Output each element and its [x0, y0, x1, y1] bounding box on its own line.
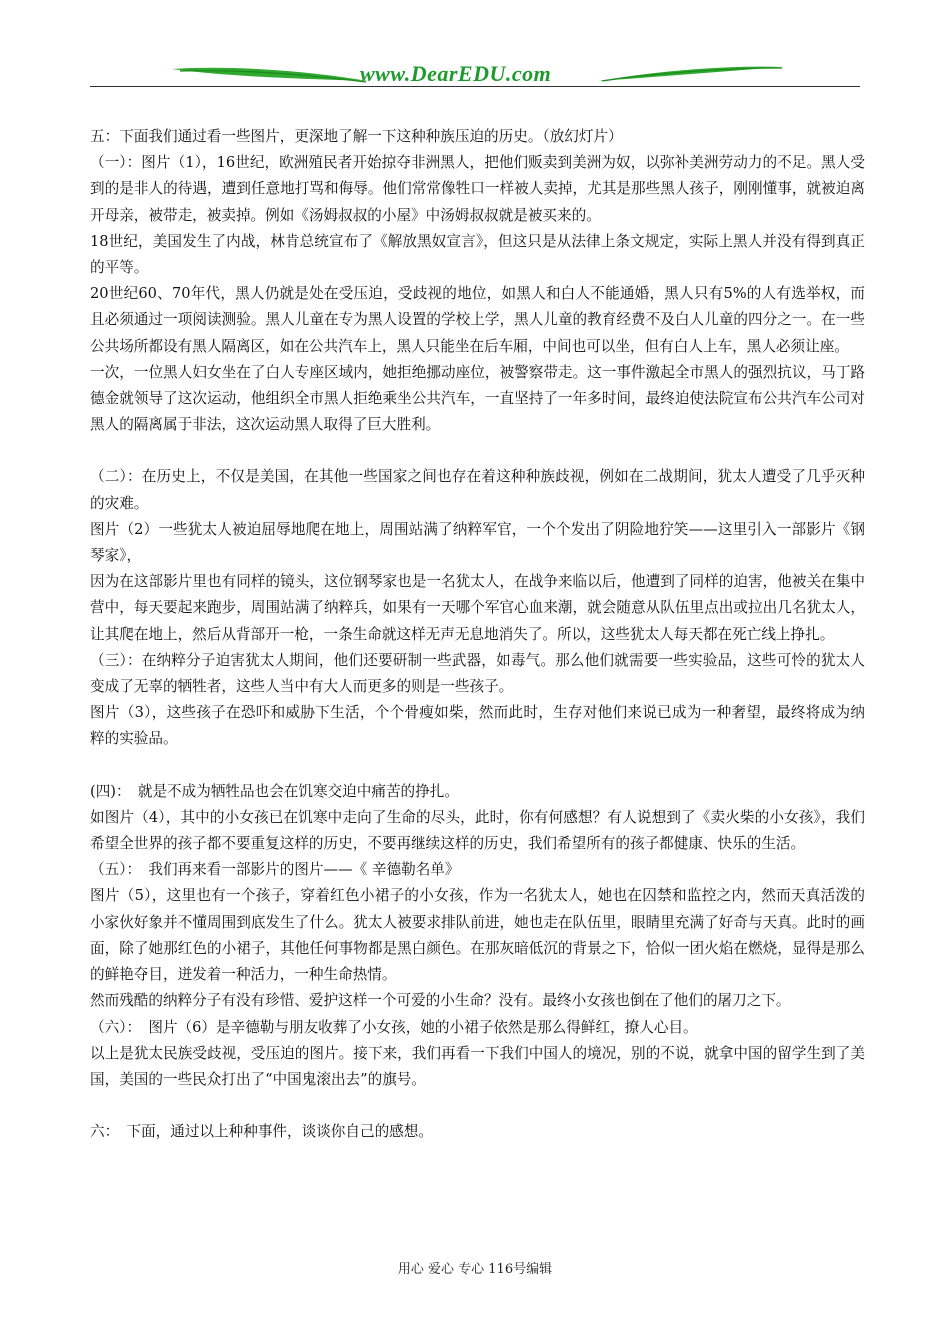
paragraph-5-heading: 五：下面我们通过看一些图片，更深地了解一下这种种族压迫的历史。（放幻灯片） [90, 128, 623, 145]
paragraph-nazi-cruelty: 然而残酷的纳粹分子有没有珍惜、爱护这样一个可爱的小生命？没有。最终小女孩也倒在了他们的屠刀之下。 [90, 992, 791, 1010]
paragraph-chinese-situation: 以上是犹太民族受歧视，受压迫的图片。接下来，我们再看一下我们中国人的境况，别的不说，就拿中国的留学生到了美国，美国的一些民众打出了“中国鬼滚出去”的旗号。 [90, 1044, 865, 1088]
document-body [90, 124, 865, 1145]
page-header [0, 55, 950, 95]
logo-swoosh-left [170, 63, 370, 85]
header-divider [90, 86, 860, 87]
paragraph-spacer [90, 438, 865, 464]
paragraph-picture-5: 图片（5），这里也有一个孩子，穿着红色小裙子的小女孩，作为一名犹太人，她也在囚禁和监控之内，然而天真活泼的小家伙好象并不懂周围到底发生了什么。犹太人被要求排队前进，她也走在队伍里，眼睛里充满了好奇与天真。此时的画面，除了她那红色的小裙子，其他任何事物都是黑白颜色。在那灰暗低沉的背景之下，恰似一团火焰在燃烧，显得是那么的鲜艳夺目，迸发着一种活力，一种生命热情。 [90, 887, 865, 984]
paragraph-spacer [90, 753, 865, 779]
paragraph-6-heading: 六： 下面，通过以上种种事件，谈谈你自己的感想。 [90, 1123, 433, 1141]
paragraph-bus-boycott: 一次，一位黑人妇女坐在了白人专座区域内，她拒绝挪动座位，被警察带走。这一事件激起全市黑人的强烈抗议，马丁路德金就领导了这次运动，他组织全市黑人拒绝乘坐公共汽车，一直坚持了一年多时间，最终迫使法院宣布公共汽车公司对黑人的隔离属于非法，这次运动黑人取得了巨大胜利。 [90, 363, 865, 434]
paragraph-spacer [90, 1093, 865, 1119]
site-logo-text: www.DearEDU.com [360, 61, 552, 86]
page-footer: 用心 爱心 专心 116号编辑 [397, 1262, 553, 1277]
paragraph-part-3: （三）：在纳粹分子迫害犹太人期间，他们还要研制一些武器，如毒气。那么他们就需要一些实验品，这些可怜的犹太人变成了无辜的牺牲者，这些人当中有大人而更多的则是一些孩子。 [90, 651, 865, 696]
paragraph-pianist: 因为在这部影片里也有同样的镜头，这位钢琴家也是一名犹太人，在战争来临以后，他遭到了同样的迫害，他被关在集中营中，每天要起来跑步，周围站满了纳粹兵，如果有一天哪个军官心血来潮，就会随意从队伍里点出或拉出几名犹太人，让其爬在地上，然后从背部开一枪，一条生命就这样无声无息地消失了。所以，这些犹太人每天都在死亡线上挣扎。 [90, 573, 865, 643]
paragraph-part-5: （五）： 我们再来看一部影片的图片——《 辛德勒名单》 [90, 861, 460, 879]
paragraph-part-2: （二）：在历史上，不仅是美国，在其他一些国家之间也存在着这种种族歧视，例如在二战期间，犹太人遭受了几乎灭种的灾难。 [90, 468, 865, 512]
paragraph-20th-century: 20世纪60、70年代，黑人仍就是处在受压迫，受歧视的地位，如黑人和白人不能通婚，黑人只有5%的人有选举权，而且必须通过一项阅读测验。黑人儿童在专为黑人设置的学校上学，黑人儿童的教育经费不及白人儿童的四分之一。在一些公共场所都设有黑人隔离区，如在公共汽车上，黑人只能坐在后车厢，中间也可以坐，但有白人上车，黑人必须让座。 [90, 285, 865, 355]
paragraph-part-1: （一）：图片（1），16世纪，欧洲殖民者开始掠夺非洲黑人，把他们贩卖到美洲为奴，以弥补美洲劳动力的不足。黑人受到的是非人的待遇，遭到任意地打骂和侮辱。他们常常像牲口一样被人卖掉，尤其是那些黑人孩子，刚刚懂事，就被迫离开母亲，被带走，被卖掉。例如《汤姆叔叔的小屋》中汤姆叔叔就是被买来的。 [90, 154, 865, 224]
paragraph-18th-century: 18世纪，美国发生了内战，林肯总统宣布了《解放黑奴宣言》，但这只是从法律上条文规定，实际上黑人并没有得到真正的平等。 [90, 232, 865, 277]
paragraph-part-6: （六）： 图片（6）是辛德勒与朋友收葬了小女孩，她的小裙子依然是那么得鲜红，撩人心目。 [90, 1018, 698, 1036]
paragraph-picture-2: 图片（2）一些犹太人被迫屈辱地爬在地上，周围站满了纳粹军官，一个个发出了阴险地狞笑——这里引入一部影片《钢琴家》， [90, 520, 865, 565]
logo-swoosh-right [596, 63, 786, 85]
paragraph-part-4: (四)： 就是不成为牺牲品也会在饥寒交迫中痛苦的挣扎。 [90, 782, 459, 800]
paragraph-picture-3: 图片（3），这些孩子在恐吓和威胁下生活，个个骨瘦如柴，然而此时，生存对他们来说已成为一种奢望，最终将成为纳粹的实验品。 [90, 704, 865, 748]
paragraph-picture-4: 如图片（4），其中的小女孩已在饥寒中走向了生命的尽头，此时，你有何感想？有人说想到了《卖火柴的小女孩》，我们希望全世界的孩子都不要重复这样的历史，不要再继续这样的历史，我们希望所有的孩子都健康、快乐的生活。 [90, 808, 865, 853]
